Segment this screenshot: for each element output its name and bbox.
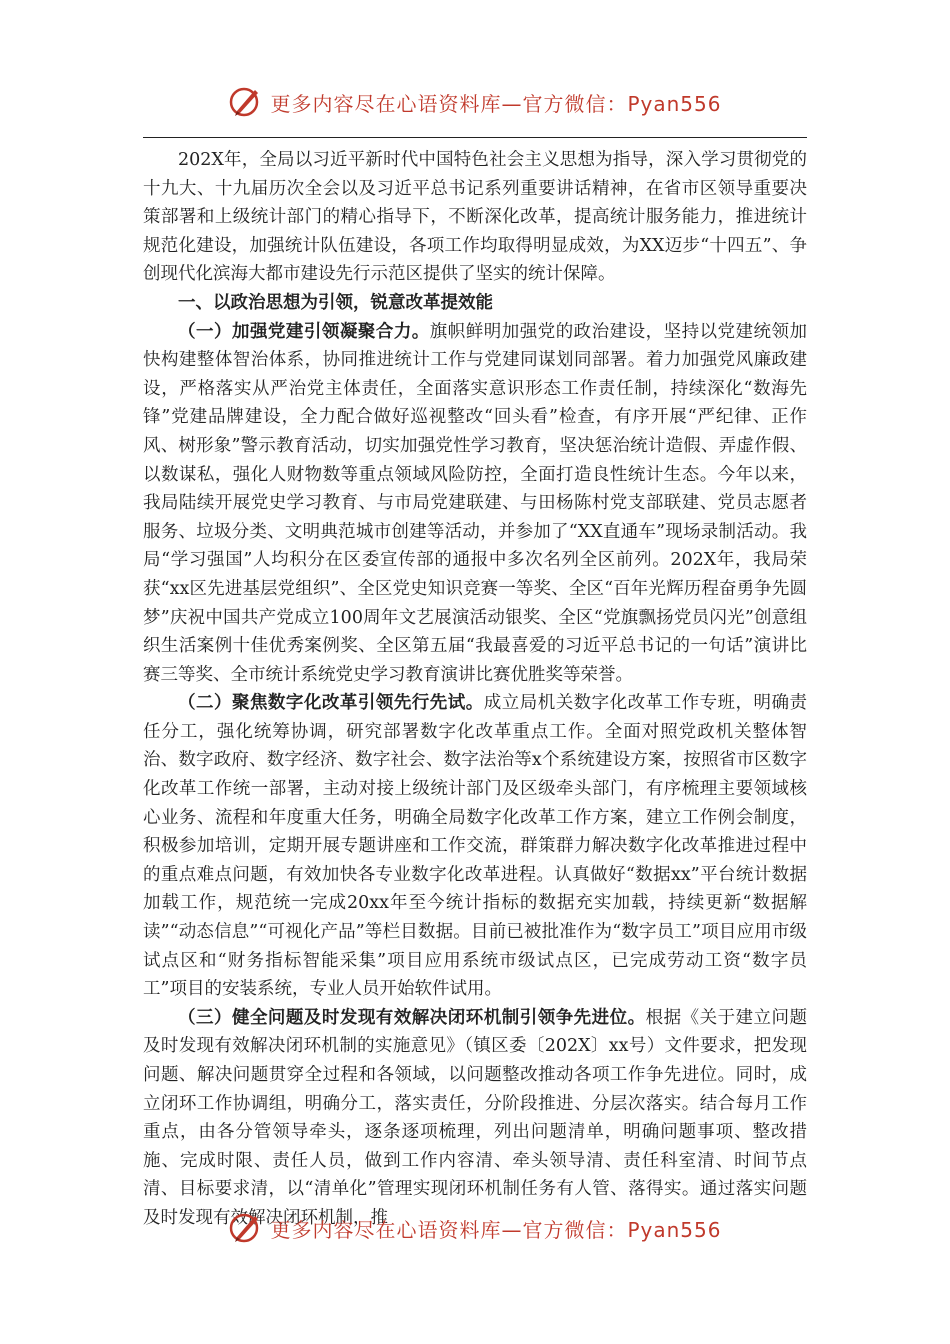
paragraph-2-text: 成立局机关数字化改革工作专班，明确责任分工，强化统筹协调，研究部署数字化改革重点工作。全面对照党政机关整体智治、数字政府、数字经济、数字社会、数字法治等x个系统建设方案，按照省市区数字化改革工作统一部署，主动对接上级统计部门及区级牵头部门，有序梳理主要领域核心业务、流程和年度重大任务，明确全局数字化改革工作方案，建立工作例会制度，积极参加培训，定期开展专题讲座和工作交流，群策群力解决数字化改革推进过程中的重点难点问题，有效加快各专业数字化改革进程。认真做好“数据xx”平台统计数据加载工作，规范统一完成20xx年至今统计指标的数据充实加载，持续更新“数据解读”“动态信息”“可视化产品”等栏目数据。目前已被批准作为“数字员工”项目应用市级试点区和“财务指标智能采集”项目应用系统市级试点区，已完成劳动工资“数字员工”项目的安装系统，专业人员开始软件试用。 [143,693,807,1000]
paragraph-1-text: 旗帜鲜明加强党的政治建设，坚持以党建统领加快构建整体智治体系，协同推进统计工作与党建同谋划同部署。着力加强党风廉政建设，严格落实从严治党主体责任，全面落实意识形态工作责任制，持续深化“数海先锋”党建品牌建设，全力配合做好巡视整改“回头看”检查，有序开展“严纪律、正作风、树形象”警示教育活动，切实加强党性学习教育，坚决惩治统计造假、弄虚作假、以数谋私，强化人财物数等重点领域风险防控，全面打造良性统计生态。今年以来，我局陆续开展党史学习教育、与市局党建联建、与田杨陈村党支部联建、党员志愿者服务、垃圾分类、文明典范城市创建等活动，并参加了“XX直通车”现场录制活动。我局“学习强国”人均积分在区委宣传部的通报中多次名列全区前列。202X年，我局荣获“xx区先进基层党组织”、全区党史知识竞赛一等奖、全区“百年光辉历程奋勇争先圆梦”庆祝中国共产党成立100周年文艺展演活动银奖、全区“党旗飘扬党员闪光”创意组织生活案例十佳优秀案例奖、全区第五届“我最喜爱的习近平总书记的一句话”演讲比赛三等奖、全市统计系统党史学习教育演讲比赛优胜奖等荣誉。 [143,321,808,685]
footer-banner-text: 更多内容尽在心语资料库—官方微信：Pyan556 [270,1217,722,1242]
paragraph-3 [143,1004,807,1233]
paragraph-2-lead: （二）聚焦数字化改革引领先行先试。 [178,693,484,714]
paragraph-2 [143,689,807,1004]
footer-banner [0,1208,950,1248]
pen-logo-icon [228,84,264,120]
intro-paragraph: 202X年，全局以习近平新时代中国特色社会主义思想为指导，深入学习贯彻党的十九大、十九届历次全会以及习近平总书记系列重要讲话精神，在省市区领导重要决策部署和上级统计部门的精心指导下，不断深化改革，提高统计服务能力，推进统计规范化建设，加强统计队伍建设，各项工作均取得明显成效，为XX迈步“十四五”、争创现代化滨海大都市建设先行示范区提供了坚实的统计保障。 [143,150,807,285]
paragraph-1 [143,318,807,690]
document-body [143,146,807,1233]
header-banner-text: 更多内容尽在心语资料库—官方微信：Pyan556 [270,91,722,116]
header-banner [0,82,950,122]
paragraph-1-lead: （一）加强党建引领凝聚合力。 [178,321,430,342]
paragraph-3-lead: （三）健全问题及时发现有效解决闭环机制引领争先进位。 [178,1007,646,1028]
header-divider [143,137,807,138]
paragraph-3-text: 根据《关于建立问题及时发现有效解决闭环机制的实施意见》（镇区委〔202X〕xx号）文件要求，把发现问题、解决问题贯穿全过程和各领域，以问题整改推动各项工作争先进位。同时，成立闭环工作协调组，明确分工，落实责任，分阶段推进、分层次落实。结合每月工作重点，由各分管领导牵头，逐条逐项梳理，列出问题清单，明确问题事项、整改措施、完成时限、责任人员，做到工作内容清、牵头领导清、责任科室清、时间节点清、目标要求清，以“清单化”管理实现闭环机制任务有人管、落得实。通过落实问题及时发现有效解决闭环机制，推 [143,1007,808,1228]
pen-logo-icon [228,1210,264,1246]
section-heading: 一、以政治思想为引领，锐意改革提效能 [178,292,493,313]
